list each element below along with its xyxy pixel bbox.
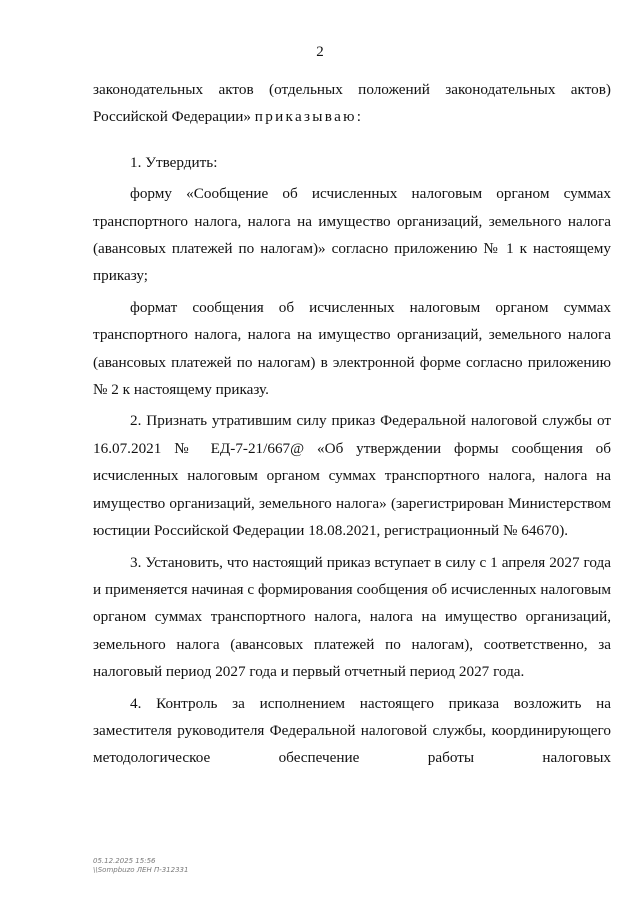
section-1-title: 1. Утвердить: (130, 153, 218, 171)
intro-paragraph (93, 76, 611, 131)
section-2-paragraph: 2. Признать утратившим силу приказ Федеральной налоговой службы от 16.07.2021 № ЕД-7-21/667@ «Об утверждении формы сообщения об исчисленных налоговым органом суммах транспортного налога, налога на имущество организаций, земельного налога» (зарегистрирован Министерством юстиции Российской Федерации 18.08.2021, регистрационный № 64670). (93, 412, 611, 540)
section-3-paragraph: 3. Установить, что настоящий приказ вступает в силу с 1 апреля 2027 года и применяется начиная с формирования сообщения об исчисленных налоговым органом суммах транспортного налога, налога на имущество организаций, земельного налога (авансовых платежей по налогам), соответственно, за налоговый период 2027 года и первый отчетный период 2027 года. (93, 553, 611, 681)
footer-timestamp: 05.12.2025 15:56 (93, 857, 156, 865)
section-1-format-item: формат сообщения об исчисленных налоговым органом суммах транспортного налога, налога на имущество организаций, земельного налога (авансовых платежей по налогам) в электронной форме согласно приложению № 2 к настоящему приказу. (93, 298, 611, 399)
section-4-paragraph: 4. Контроль за исполнением настоящего приказа возложить на заместителя руководителя Федеральной налоговой службы, координирующего методологическое обеспечение работы налоговых (93, 694, 611, 767)
footer-file-path: \\Sompbuzo ЛЕН П-312331 (93, 866, 189, 874)
section-1-form-item: форму «Сообщение об исчисленных налоговым органом суммах транспортного налога, налога на имущество организаций, земельного налога (авансовых платежей по налогам)» согласно приложению № 1 к настоящему приказу; (93, 185, 611, 285)
page-number: 2 (316, 44, 324, 60)
footer-stamp (93, 857, 188, 875)
order-word: приказываю: (254, 108, 364, 126)
document-body (93, 76, 611, 772)
intro-text: законодательных актов (отдельных положений законодательных актов) Российской Федерации» (93, 81, 611, 126)
